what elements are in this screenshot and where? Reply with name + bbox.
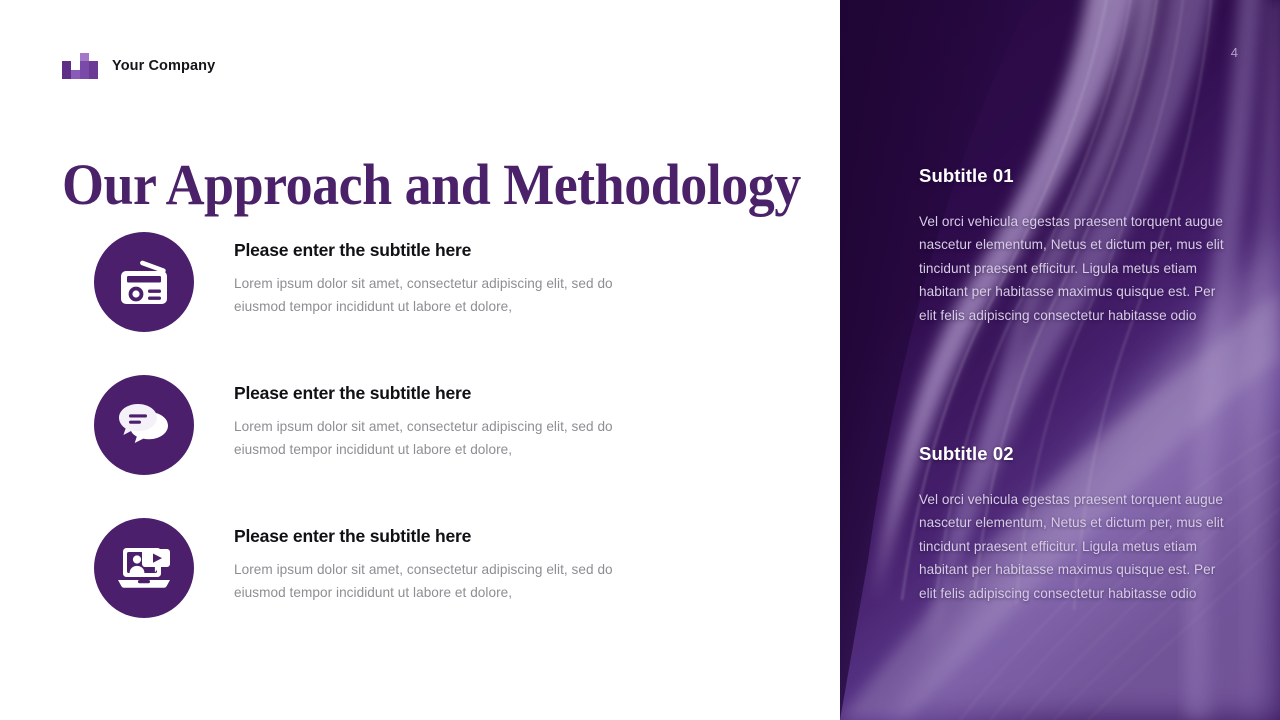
right-panel-block bbox=[919, 165, 1224, 327]
right-panel-body: Vel orci vehicula egestas praesent torquent augue nascetur elementum, Netus et dictum per, mus elit tincidunt praesent efficitur. Ligula metus etiam habitant per habitasse maximus quisque est. Per elit felis adipiscing consectetur habitasse odio bbox=[919, 214, 1224, 323]
right-panel-heading: Subtitle 02 bbox=[919, 443, 1014, 464]
feature-title: Please enter the subtitle here bbox=[234, 383, 472, 403]
radio-icon bbox=[94, 232, 194, 332]
page-title: Our Approach and Methodology bbox=[62, 151, 801, 217]
feature-body: Lorem ipsum dolor sit amet, consectetur adipiscing elit, sed do eiusmod tempor incididunt ut labore et dolore, bbox=[234, 419, 613, 458]
feature-item bbox=[62, 518, 782, 661]
brand-logo[interactable] bbox=[62, 53, 215, 79]
brand-name: Your Company bbox=[112, 58, 216, 74]
feature-body: Lorem ipsum dolor sit amet, consectetur adipiscing elit, sed do eiusmod tempor incididunt ut labore et dolore, bbox=[234, 562, 613, 601]
feature-list bbox=[62, 232, 782, 661]
chat-bubbles-icon bbox=[94, 375, 194, 475]
right-panel-body: Vel orci vehicula egestas praesent torquent augue nascetur elementum, Netus et dictum per, mus elit tincidunt praesent efficitur. Ligula metus etiam habitant per habitasse maximus quisque est. Per elit felis adipiscing consectetur habitasse odio bbox=[919, 492, 1224, 601]
feature-text bbox=[234, 240, 774, 319]
feature-title: Please enter the subtitle here bbox=[234, 526, 472, 546]
right-panel-heading: Subtitle 01 bbox=[919, 165, 1014, 186]
right-panel-content bbox=[840, 0, 1280, 720]
right-panel-block bbox=[919, 443, 1224, 605]
feature-item bbox=[62, 375, 782, 518]
pixel-zigzag-logo-icon bbox=[62, 53, 98, 79]
feature-item bbox=[62, 232, 782, 375]
laptop-video-call-icon bbox=[94, 518, 194, 618]
right-image-panel bbox=[840, 0, 1280, 720]
feature-text bbox=[234, 383, 774, 462]
page-number: 4 bbox=[1230, 45, 1238, 60]
feature-title: Please enter the subtitle here bbox=[234, 240, 472, 260]
feature-text bbox=[234, 526, 774, 605]
feature-body: Lorem ipsum dolor sit amet, consectetur adipiscing elit, sed do eiusmod tempor incididunt ut labore et dolore, bbox=[234, 276, 613, 315]
